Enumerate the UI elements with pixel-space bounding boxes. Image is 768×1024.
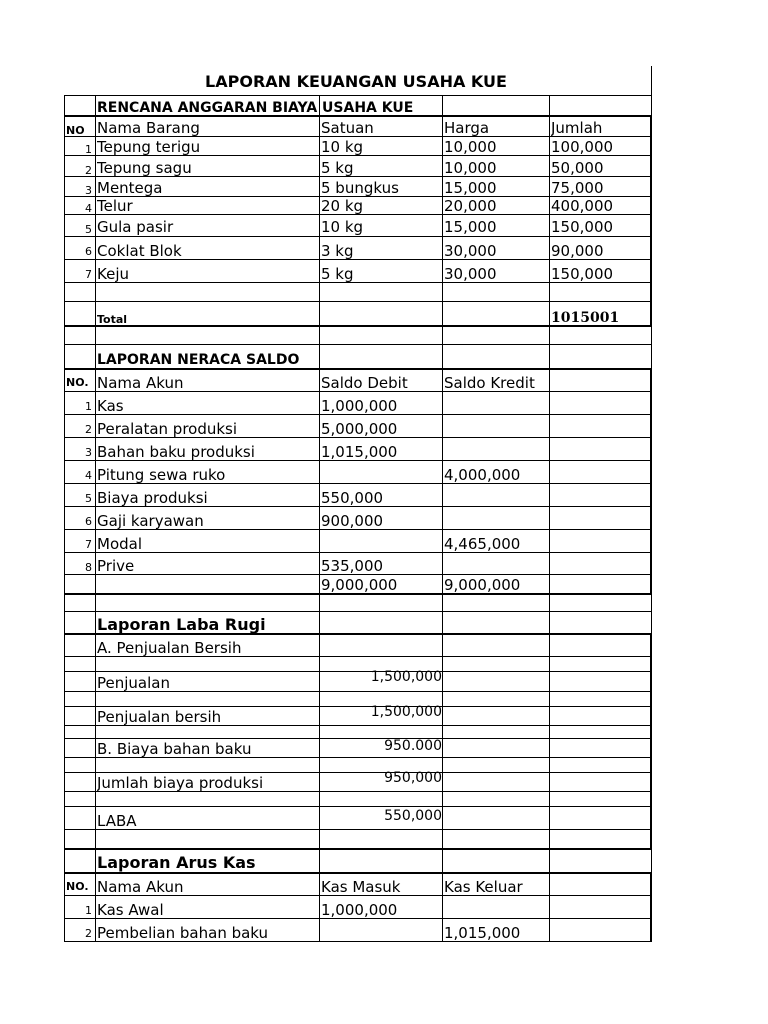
rab-header-row <box>64 116 652 136</box>
col-header-debit: Saldo Debit <box>321 374 408 392</box>
account-name: Prive <box>97 557 135 575</box>
table-row <box>64 530 652 552</box>
row-number: 5 <box>85 492 92 505</box>
table-row <box>64 237 652 259</box>
penjualan-value: 1,500,000 <box>370 670 442 685</box>
table-row <box>64 260 652 282</box>
account-name: Kas <box>97 397 124 415</box>
table-row <box>64 137 652 155</box>
account-name: Gaji karyawan <box>97 512 204 530</box>
grid-line <box>64 725 652 726</box>
credit-value <box>444 392 548 416</box>
laba-rugi-heading-row <box>64 612 652 633</box>
sub-b-value: 950.000 <box>384 739 442 754</box>
laba-rugi-row <box>64 773 652 791</box>
item-total: 50,000 <box>551 159 604 176</box>
total-kredit: 9,000,000 <box>444 576 521 593</box>
table-row <box>64 461 652 483</box>
col-header-no: NO. <box>66 880 89 893</box>
table-row <box>64 197 652 214</box>
debit-value: 900,000 <box>321 512 384 530</box>
credit-value: 4,465,000 <box>444 535 521 553</box>
row-number: 4 <box>85 202 92 214</box>
item-unit: 10 kg <box>321 138 364 155</box>
item-price: 20,000 <box>444 197 497 214</box>
row-number: 6 <box>85 245 92 258</box>
item-name: Tepung terigu <box>97 138 201 155</box>
laba-label: LABA <box>97 812 137 830</box>
credit-value <box>444 553 548 575</box>
laba-rugi-row <box>64 672 652 691</box>
sub-heading-b: B. Biaya bahan baku <box>97 740 252 757</box>
account-name: Biaya produksi <box>97 489 208 507</box>
item-total: 90,000 <box>551 242 604 260</box>
total-value: 1015001 <box>551 310 620 326</box>
row-number: 4 <box>85 469 92 482</box>
debit-value: 550,000 <box>321 489 384 507</box>
item-price: 10,000 <box>444 159 497 176</box>
neraca-heading-row <box>64 345 652 367</box>
penjualan-bersih-label: Penjualan bersih <box>97 708 222 725</box>
item-unit: 10 kg <box>321 218 364 235</box>
item-total: 75,000 <box>551 179 604 196</box>
row-number: 5 <box>85 223 92 235</box>
sub-heading-a: A. Penjualan Bersih <box>97 639 242 657</box>
col-header-harga: Harga <box>444 119 490 136</box>
penjualan-label: Penjualan <box>97 674 170 691</box>
item-price: 30,000 <box>444 265 497 283</box>
neraca-header-row <box>64 369 652 391</box>
account-name: Modal <box>97 535 142 553</box>
grid-line <box>64 691 652 692</box>
laba-value: 550,000 <box>384 809 442 824</box>
laba-rugi-heading: Laporan Laba Rugi <box>97 615 266 634</box>
total-debit: 9,000,000 <box>321 576 398 593</box>
table-row <box>64 896 652 918</box>
item-total: 150,000 <box>551 218 614 235</box>
table-row <box>64 438 652 460</box>
item-unit: 3 kg <box>321 242 354 260</box>
arus-kas-heading-row <box>64 849 652 871</box>
credit-value: 4,000,000 <box>444 466 521 484</box>
laba-rugi-row <box>64 634 652 656</box>
item-price: 30,000 <box>444 242 497 260</box>
col-header-kas-masuk: Kas Masuk <box>321 878 401 896</box>
account-name: Pembelian bahan baku <box>97 924 269 942</box>
neraca-heading: LAPORAN NERACA SALDO <box>97 352 300 368</box>
col-header-kas-keluar: Kas Keluar <box>444 878 523 896</box>
row-number: 3 <box>85 184 92 196</box>
grid-line <box>64 593 652 595</box>
item-name: Mentega <box>97 179 163 196</box>
debit-value: 535,000 <box>321 557 384 575</box>
table-row <box>64 156 652 176</box>
laba-rugi-row <box>64 807 652 829</box>
arus-kas-heading: Laporan Arus Kas <box>97 853 256 872</box>
item-total: 400,000 <box>551 197 614 214</box>
jumlah-biaya-label: Jumlah biaya produksi <box>97 774 264 791</box>
rab-heading-row <box>64 96 652 115</box>
item-total: 100,000 <box>551 138 614 155</box>
jumlah-biaya-value: 950,000 <box>384 771 442 786</box>
account-name: Pitung sewa ruko <box>97 466 226 484</box>
total-row <box>64 302 652 325</box>
item-name: Gula pasir <box>97 218 174 235</box>
table-row <box>64 507 652 529</box>
credit-value <box>444 438 548 462</box>
item-price: 10,000 <box>444 138 497 155</box>
row-number: 7 <box>85 268 92 281</box>
row-number: 2 <box>85 164 92 176</box>
item-name: Tepung sagu <box>97 159 192 176</box>
col-header-name: Nama Akun <box>97 878 184 896</box>
row-number: 1 <box>85 400 92 413</box>
item-price: 15,000 <box>444 179 497 196</box>
arus-kas-header-row <box>64 873 652 895</box>
row-number: 3 <box>85 446 92 459</box>
item-unit: 20 kg <box>321 197 364 214</box>
kas-keluar-value <box>444 896 548 920</box>
kas-masuk-value <box>321 919 441 943</box>
col-header-no: NO <box>66 124 85 136</box>
item-name: Keju <box>97 265 129 283</box>
item-name: Telur <box>97 197 133 214</box>
rab-heading: RENCANA ANGGARAN BIAYA USAHA KUE <box>97 100 414 115</box>
debit-value: 5,000,000 <box>321 420 398 438</box>
table-row <box>64 484 652 506</box>
debit-value <box>321 461 441 485</box>
table-row <box>64 415 652 437</box>
neraca-total-row <box>64 575 652 593</box>
kas-masuk-value: 1,000,000 <box>321 901 398 919</box>
credit-value <box>444 507 548 531</box>
row-number: 8 <box>85 561 92 574</box>
table-row <box>64 553 652 574</box>
item-total: 150,000 <box>551 265 614 283</box>
table-row <box>64 919 652 941</box>
col-header-name: Nama Akun <box>97 374 184 392</box>
col-header-jumlah: Jumlah <box>551 119 603 136</box>
account-name: Bahan baku produksi <box>97 443 255 461</box>
debit-value: 1,000,000 <box>321 397 398 415</box>
credit-value <box>444 415 548 439</box>
item-name: Coklat Blok <box>97 242 182 260</box>
debit-value: 1,015,000 <box>321 443 398 461</box>
grid-line <box>64 757 652 758</box>
kas-keluar-value: 1,015,000 <box>444 924 521 942</box>
item-unit: 5 kg <box>321 159 354 176</box>
penjualan-bersih-value: 1,500,000 <box>370 705 442 720</box>
table-row <box>64 392 652 414</box>
row-number: 6 <box>85 515 92 528</box>
col-header-name: Nama Barang <box>97 119 200 136</box>
row-number: 7 <box>85 538 92 551</box>
account-name: Peralatan produksi <box>97 420 238 438</box>
row-number: 1 <box>85 143 92 155</box>
total-label: Total <box>97 313 128 326</box>
col-header-kredit: Saldo Kredit <box>444 374 535 392</box>
debit-value <box>321 530 441 554</box>
row-number: 1 <box>85 904 92 917</box>
item-unit: 5 kg <box>321 265 354 283</box>
item-price: 15,000 <box>444 218 497 235</box>
col-header-satuan: Satuan <box>321 119 374 136</box>
row-number: 2 <box>85 927 92 940</box>
laba-rugi-row <box>64 739 652 757</box>
item-unit: 5 bungkus <box>321 179 399 196</box>
col-header-no: NO. <box>66 376 89 389</box>
table-row <box>64 215 652 235</box>
credit-value <box>444 484 548 508</box>
report-title: LAPORAN KEUANGAN USAHA KUE <box>205 72 507 91</box>
table-row <box>64 177 652 196</box>
account-name: Kas Awal <box>97 901 164 919</box>
laba-rugi-row <box>64 707 652 725</box>
grid-line <box>64 791 652 792</box>
row-number: 2 <box>85 423 92 436</box>
